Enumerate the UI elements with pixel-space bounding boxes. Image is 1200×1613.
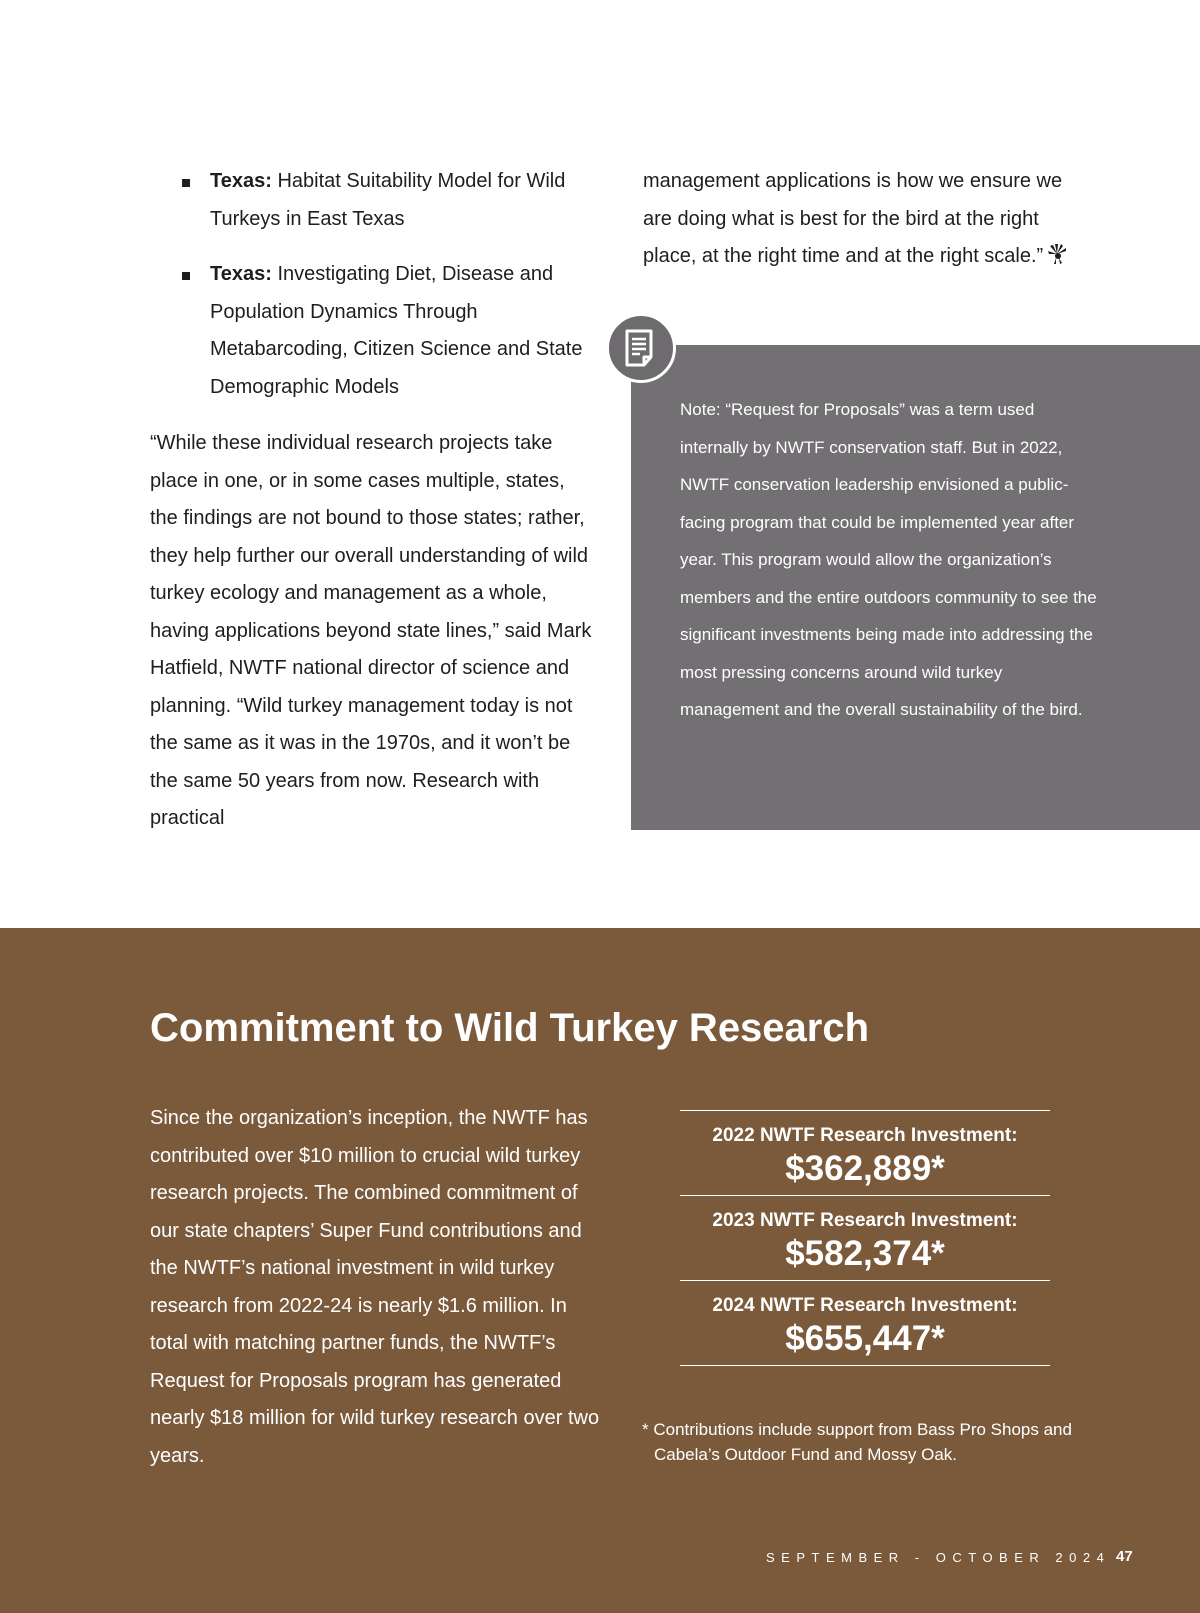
turkey-logo-icon	[1047, 244, 1067, 264]
investment-stat	[680, 1196, 1050, 1280]
investment-stat	[680, 1111, 1050, 1195]
investment-label: 2024 NWTF Research Investment:	[712, 1295, 1018, 1316]
investment-stats	[680, 1110, 1050, 1366]
quote-paragraph-right	[643, 163, 1093, 276]
bullet-text: Habitat Suitability Model for Wild Turkeys in East Texas	[210, 170, 566, 230]
bullet-text: Investigating Diet, Disease and Population Dynamics Through Metabarcoding, Citizen Science and State Demographic Models	[210, 263, 583, 398]
note-text: Note: “Request for Proposals” was a term used internally by NWTF conservation staff. But in 2022, NWTF conservation leadership envisioned a public-facing program that could be implemented year after year. This program would allow the organization’s members and the entire outdoors community to see the significant investments being made into addressing the most pressing concerns around wild turkey management and the overall sustainability of the bird.	[680, 400, 1097, 719]
investment-stat	[680, 1281, 1050, 1365]
section-title: Commitment to Wild Turkey Research	[150, 1006, 870, 1050]
stat-divider	[680, 1365, 1050, 1366]
issue-date: SEPTEMBER - OCTOBER 2024	[766, 1550, 1111, 1565]
bullet-state: Texas:	[210, 263, 272, 285]
page-number: 47	[1116, 1548, 1133, 1565]
project-bullet-item	[150, 163, 590, 238]
project-bullet-list	[150, 163, 590, 424]
investment-value: $582,374*	[785, 1234, 945, 1273]
quote-paragraph-left: “While these individual research projects take place in one, or in some cases multiple, states, the findings are not bound to those states; rather, they help further our overall understanding of wild turkey ecology and management as a whole, having applications beyond state lines,” said Mark Hatfield, NWTF national director of science and planning. “Wild turkey management today is not the same as it was in the 1970s, and it won’t be the same 50 years from now. Research with practical	[150, 432, 592, 829]
document-icon	[606, 313, 676, 383]
investment-value: $655,447*	[785, 1319, 945, 1358]
contributions-footnote: * Contributions include support from Bass Pro Shops and Cabela’s Outdoor Fund and Mossy Oak.	[642, 1420, 1072, 1464]
commitment-body: Since the organization’s inception, the NWTF has contributed over $10 million to crucial wild turkey research projects. The combined commitment of our state chapters’ Super Fund contributions and the NWTF’s national investment in wild turkey research from 2022-24 is nearly $1.6 million. In total with matching partner funds, the NWTF’s Request for Proposals program has generated nearly $18 million for wild turkey research over two years.	[150, 1107, 600, 1467]
quote-right-text: management applications is how we ensure we are doing what is best for the bird at the right place, at the right time and at the right scale.”	[643, 170, 1063, 267]
investment-label: 2023 NWTF Research Investment:	[712, 1210, 1018, 1231]
project-bullet-item	[150, 256, 590, 406]
bullet-state: Texas:	[210, 170, 272, 192]
investment-value: $362,889*	[785, 1149, 945, 1188]
investment-label: 2022 NWTF Research Investment:	[712, 1125, 1018, 1146]
